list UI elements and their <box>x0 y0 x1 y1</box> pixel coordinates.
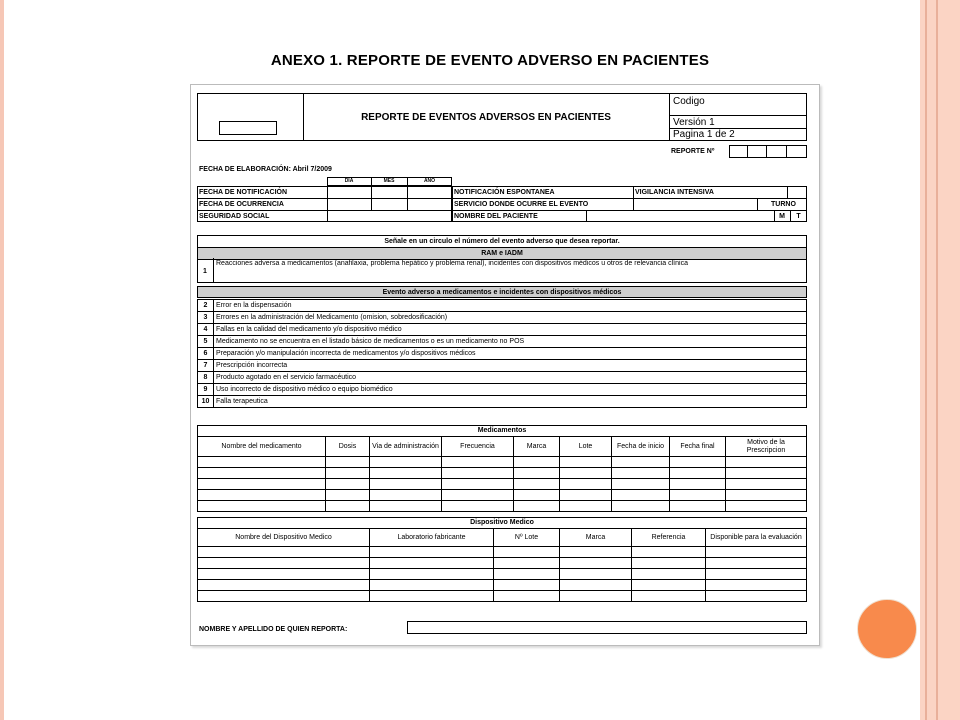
event-item-number[interactable]: 8 <box>198 372 214 384</box>
dispositivo-column-header: Nombre del Dispositivo Medico <box>198 529 370 547</box>
slide-right-band-line <box>925 0 927 720</box>
reporte-no-field[interactable] <box>729 145 807 158</box>
medicamentos-cell[interactable] <box>560 457 612 468</box>
report-form-document <box>190 84 820 646</box>
medicamentos-cell[interactable] <box>326 501 370 512</box>
medicamentos-cell[interactable] <box>198 490 326 501</box>
medicamentos-cell[interactable] <box>670 501 726 512</box>
dispositivo-cell[interactable] <box>560 547 632 558</box>
medicamentos-cell[interactable] <box>726 468 807 479</box>
dispositivo-cell[interactable] <box>632 580 706 591</box>
medicamentos-cell[interactable] <box>670 479 726 490</box>
dispositivo-column-header: Laboratorio fabricante <box>370 529 494 547</box>
medicamentos-column-header: Lote <box>560 437 612 457</box>
dispositivo-column-header: Nº Lote <box>494 529 560 547</box>
dispositivo-cell[interactable] <box>494 558 560 569</box>
codigo-label: Codigo <box>673 96 705 107</box>
medicamentos-cell[interactable] <box>726 457 807 468</box>
dispositivo-column-header: Disponible para la evaluación <box>706 529 807 547</box>
medicamentos-cell[interactable] <box>514 479 560 490</box>
medicamentos-column-header: Motivo de la Prescripcion <box>726 437 807 457</box>
medicamentos-empty-row[interactable] <box>198 501 807 512</box>
event-item-text: Uso incorrecto de dispositivo médico o equipo biomédico <box>214 384 807 396</box>
reporte-no-label: REPORTE Nº <box>671 148 715 155</box>
fecha-notificacion-label: FECHA DE NOTIFICACIÓN <box>199 189 288 196</box>
event-item-text: Error en la dispensación <box>214 300 807 312</box>
event-item-text: Preparación y/o manipulación incorrecta de medicamentos y/o dispositivos médicos <box>214 348 807 360</box>
dispositivo-empty-row[interactable] <box>198 547 807 558</box>
dispositivo-cell[interactable] <box>370 591 494 602</box>
dispositivo-cell[interactable] <box>560 580 632 591</box>
dispositivo-table <box>197 517 807 602</box>
dispositivo-cell[interactable] <box>632 558 706 569</box>
medicamentos-cell[interactable] <box>514 501 560 512</box>
medicamentos-cell[interactable] <box>670 468 726 479</box>
medicamentos-cell[interactable] <box>326 479 370 490</box>
event-item-number[interactable]: 1 <box>203 268 207 275</box>
medicamentos-cell[interactable] <box>726 490 807 501</box>
medicamentos-cell[interactable] <box>370 490 442 501</box>
logo-placeholder-box <box>219 121 277 135</box>
event-item-row <box>198 348 807 360</box>
notificacion-espontanea-label: NOTIFICACIÓN ESPONTANEA <box>454 189 555 196</box>
medicamentos-cell[interactable] <box>442 490 514 501</box>
col-dia: DIA <box>344 178 354 184</box>
medicamentos-cell[interactable] <box>370 468 442 479</box>
dispositivo-column-header: Marca <box>560 529 632 547</box>
event-item-row <box>198 300 807 312</box>
medicamentos-cell[interactable] <box>198 468 326 479</box>
medicamentos-column-header: Marca <box>514 437 560 457</box>
col-mes: MES <box>383 178 395 184</box>
medicamentos-column-header: Fecha de inicio <box>612 437 670 457</box>
event-item-text: Errores en la administración del Medicamento (omision, sobredosificación) <box>214 312 807 324</box>
slide-left-border <box>0 0 4 720</box>
dispositivo-cell[interactable] <box>706 591 807 602</box>
dispositivo-cell[interactable] <box>370 558 494 569</box>
event-item-row <box>198 336 807 348</box>
nombre-paciente-label: NOMBRE DEL PACIENTE <box>454 213 538 220</box>
fecha-elaboracion: FECHA DE ELABORACIÓN: Abril 7/2009 <box>199 166 332 173</box>
dispositivo-cell[interactable] <box>494 580 560 591</box>
event-item-1-text: Reacciones adversa a medicamentos (anafilaxia, problema hepático y problema renal), incidentes con dispositivos médicos u otros de relevancia clínica <box>216 260 688 267</box>
dispositivo-empty-row[interactable] <box>198 580 807 591</box>
medicamentos-empty-row[interactable] <box>198 457 807 468</box>
version-label: Versión 1 <box>673 117 715 128</box>
medicamentos-cell[interactable] <box>560 490 612 501</box>
medicamentos-cell[interactable] <box>370 501 442 512</box>
medicamentos-cell[interactable] <box>326 468 370 479</box>
medicamentos-cell[interactable] <box>726 501 807 512</box>
event-item-row <box>198 360 807 372</box>
medicamentos-cell[interactable] <box>370 479 442 490</box>
medicamentos-empty-row[interactable] <box>198 490 807 501</box>
event-item-number[interactable]: 2 <box>198 300 214 312</box>
dispositivo-cell[interactable] <box>632 569 706 580</box>
col-ano: AÑO <box>423 178 436 184</box>
medicamentos-column-header: Fecha final <box>670 437 726 457</box>
dispositivo-cell[interactable] <box>706 580 807 591</box>
medicamentos-cell[interactable] <box>370 457 442 468</box>
medicamentos-column-header: Via de administración <box>370 437 442 457</box>
medicamentos-cell[interactable] <box>326 490 370 501</box>
dispositivo-cell[interactable] <box>198 547 370 558</box>
event-item-row <box>198 384 807 396</box>
event-item-number[interactable]: 6 <box>198 348 214 360</box>
reporta-name-field[interactable] <box>407 621 807 634</box>
dispositivo-cell[interactable] <box>198 580 370 591</box>
medicamentos-table <box>197 425 807 512</box>
dispositivo-cell[interactable] <box>706 547 807 558</box>
medicamentos-cell[interactable] <box>326 457 370 468</box>
decorative-orange-circle <box>857 599 917 659</box>
section2-heading: Evento adverso a medicamentos e incidentes con dispositivos médicos <box>382 289 622 296</box>
medicamentos-cell[interactable] <box>726 479 807 490</box>
event-item-row <box>198 396 807 408</box>
dispositivo-cell[interactable] <box>494 547 560 558</box>
event-item-number[interactable]: 10 <box>198 396 214 408</box>
medicamentos-cell[interactable] <box>442 501 514 512</box>
dispositivo-empty-row[interactable] <box>198 591 807 602</box>
medicamentos-cell[interactable] <box>198 457 326 468</box>
event-item-row <box>198 312 807 324</box>
vigilancia-intensiva-label: VIGILANCIA INTENSIVA <box>635 189 714 196</box>
slide-right-band-line <box>936 0 938 720</box>
dispositivo-empty-row[interactable] <box>198 569 807 580</box>
dispositivo-cell[interactable] <box>706 558 807 569</box>
dispositivo-cell[interactable] <box>370 569 494 580</box>
event-item-number[interactable]: 3 <box>198 312 214 324</box>
events-instruction: Señale en un circulo el número del evento adverso que desea reportar. <box>384 238 620 245</box>
event-item-number[interactable]: 4 <box>198 324 214 336</box>
medicamentos-cell[interactable] <box>560 468 612 479</box>
dispositivo-cell[interactable] <box>370 547 494 558</box>
medicamentos-cell[interactable] <box>442 479 514 490</box>
dispositivo-cell[interactable] <box>560 591 632 602</box>
seguridad-social-label: SEGURIDAD SOCIAL <box>199 213 270 220</box>
pagina-label: Pagina 1 de 2 <box>673 129 735 140</box>
dispositivo-cell[interactable] <box>560 558 632 569</box>
dispositivo-cell[interactable] <box>706 569 807 580</box>
medicamentos-empty-row[interactable] <box>198 468 807 479</box>
medicamentos-cell[interactable] <box>612 479 670 490</box>
medicamentos-cell[interactable] <box>612 457 670 468</box>
event-item-number[interactable]: 5 <box>198 336 214 348</box>
dispositivo-cell[interactable] <box>494 591 560 602</box>
medicamentos-cell[interactable] <box>514 457 560 468</box>
medicamentos-cell[interactable] <box>612 501 670 512</box>
medicamentos-cell[interactable] <box>514 468 560 479</box>
medicamentos-cell[interactable] <box>198 501 326 512</box>
dispositivo-cell[interactable] <box>198 558 370 569</box>
medicamentos-cell[interactable] <box>560 501 612 512</box>
medicamentos-cell[interactable] <box>198 479 326 490</box>
dispositivo-cell[interactable] <box>560 569 632 580</box>
medicamentos-column-header: Frecuencia <box>442 437 514 457</box>
dispositivo-cell[interactable] <box>494 569 560 580</box>
turno-t[interactable]: T <box>796 213 801 220</box>
medicamentos-cell[interactable] <box>670 457 726 468</box>
medicamentos-cell[interactable] <box>514 490 560 501</box>
form-header-title: REPORTE DE EVENTOS ADVERSOS EN PACIENTES <box>361 112 611 123</box>
dispositivo-empty-row[interactable] <box>198 558 807 569</box>
event-item-text: Medicamento no se encuentra en el listado básico de medicamentos o es un medicamento no POS <box>214 336 807 348</box>
slide-title: ANEXO 1. REPORTE DE EVENTO ADVERSO EN PACIENTES <box>270 52 710 69</box>
medicamentos-cell[interactable] <box>612 468 670 479</box>
event-item-text: Falla terapeutica <box>214 396 807 408</box>
reporta-label: NOMBRE Y APELLIDO DE QUIEN REPORTA: <box>199 626 348 633</box>
turno-label: TURNO <box>771 201 796 208</box>
medicamentos-cell[interactable] <box>670 490 726 501</box>
dispositivo-cell[interactable] <box>198 591 370 602</box>
event-item-text: Fallas en la calidad del medicamento y/o dispositivo médico <box>214 324 807 336</box>
dispositivo-cell[interactable] <box>198 569 370 580</box>
event-item-text: Prescripción incorrecta <box>214 360 807 372</box>
event-item-row <box>198 324 807 336</box>
dispositivo-heading: Dispositivo Medico <box>198 518 807 529</box>
medicamentos-cell[interactable] <box>612 490 670 501</box>
medicamentos-empty-row[interactable] <box>198 479 807 490</box>
event-items-table <box>197 299 807 408</box>
event-item-text: Producto agotado en el servicio farmacéutico <box>214 372 807 384</box>
dispositivo-column-header: Referencia <box>632 529 706 547</box>
medicamentos-cell[interactable] <box>442 468 514 479</box>
dispositivo-cell[interactable] <box>632 591 706 602</box>
medicamentos-cell[interactable] <box>442 457 514 468</box>
medicamentos-heading: Medicamentos <box>198 426 807 437</box>
dispositivo-cell[interactable] <box>632 547 706 558</box>
medicamentos-column-header: Dosis <box>326 437 370 457</box>
turno-m[interactable]: M <box>779 213 785 220</box>
fecha-ocurrencia-label: FECHA DE OCURRENCIA <box>199 201 284 208</box>
event-item-row <box>198 372 807 384</box>
event-item-number[interactable]: 9 <box>198 384 214 396</box>
dispositivo-cell[interactable] <box>370 580 494 591</box>
medicamentos-cell[interactable] <box>560 479 612 490</box>
ram-heading: RAM e IADM <box>481 250 523 257</box>
medicamentos-column-header: Nombre del medicamento <box>198 437 326 457</box>
event-item-number[interactable]: 7 <box>198 360 214 372</box>
servicio-label: SERVICIO DONDE OCURRE EL EVENTO <box>454 201 589 208</box>
